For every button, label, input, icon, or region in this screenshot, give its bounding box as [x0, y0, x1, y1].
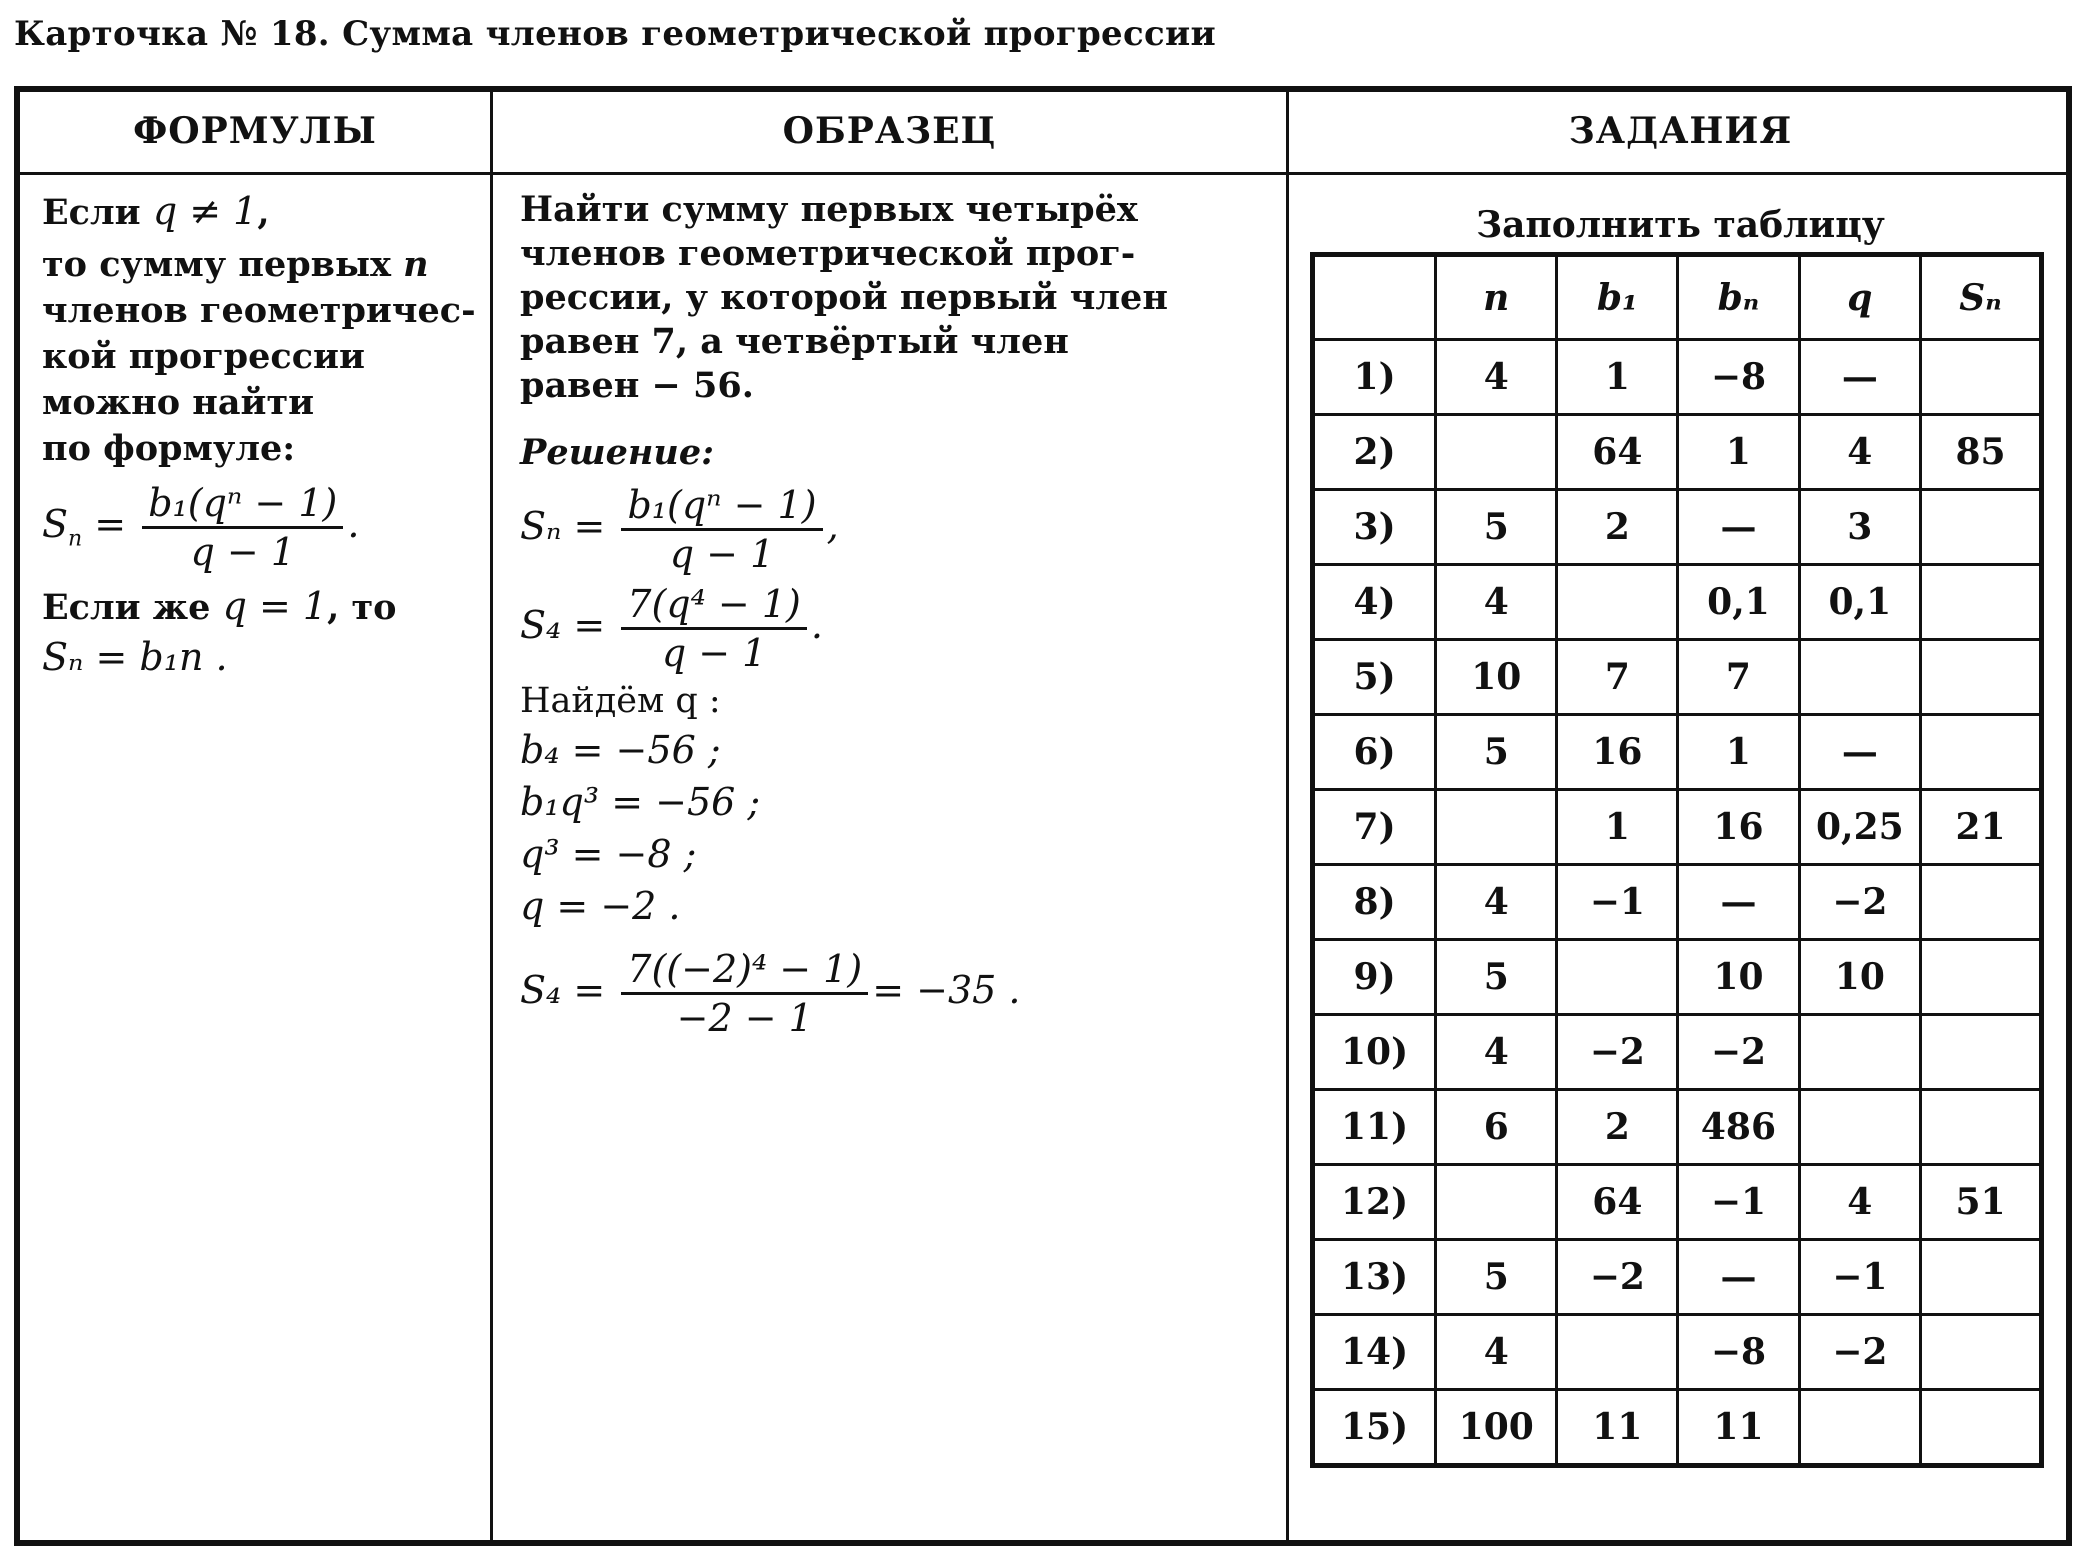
table-row — [1313, 415, 2042, 490]
cell-row-number: 7) — [1313, 790, 1436, 865]
formula-s-subscript: n — [68, 526, 83, 552]
cell-row-number: 8) — [1313, 865, 1436, 940]
cell-row-number: 15) — [1313, 1390, 1436, 1466]
cell-bn: 1 — [1678, 715, 1799, 790]
card-title: Карточка № 18. Сумма членов геометрической прогрессии — [14, 14, 1217, 54]
cell-n: 5 — [1436, 1240, 1557, 1315]
cell-row-number: 14) — [1313, 1315, 1436, 1390]
table-row — [1313, 1015, 2042, 1090]
cell-bn: — — [1678, 1240, 1799, 1315]
table-row — [1313, 565, 2042, 640]
cell-n: 10 — [1436, 640, 1557, 715]
cell-bn: 0,1 — [1678, 565, 1799, 640]
formulas-text-line-3: кой прогрессии — [42, 336, 365, 377]
sample-equation-3: q³ = −8 ; — [520, 832, 697, 876]
cell-bn: — — [1678, 865, 1799, 940]
cell-b1: 16 — [1557, 715, 1678, 790]
formulas-text-line-4: можно найти — [42, 382, 315, 423]
formulas-q1-math: q = 1 — [222, 584, 328, 628]
table-row — [1313, 340, 2042, 415]
sample-equations — [520, 724, 1260, 932]
sample-s1-end: , — [826, 504, 839, 548]
cell-q: −2 — [1799, 1315, 1920, 1390]
sample-s3-lhs: S₄ = — [520, 968, 606, 1012]
cell-row-number: 1) — [1313, 340, 1436, 415]
sample-s1-numerator: b₁(qⁿ − 1) — [621, 482, 822, 531]
cell-bn: 10 — [1678, 940, 1799, 1015]
formulas-if-also-label: Если же — [42, 587, 211, 628]
cell-b1 — [1557, 940, 1678, 1015]
cell-n: 5 — [1436, 490, 1557, 565]
cell-row-number: 5) — [1313, 640, 1436, 715]
cell-q — [1799, 1390, 1920, 1466]
sample-equation-4: q = −2 . — [520, 884, 681, 928]
sample-problem-line-3: рессии, у которой первый член — [520, 277, 1168, 318]
table-row — [1313, 490, 2042, 565]
cell-sn — [1921, 940, 2042, 1015]
formulas-condition-math: q ≠ 1 — [152, 189, 258, 233]
table-row — [1313, 640, 2042, 715]
sample-final-formula — [520, 946, 1260, 1041]
sample-s2-denominator: q − 1 — [661, 631, 767, 675]
column-divider-2 — [1286, 92, 1289, 1540]
table-row — [1313, 1165, 2042, 1240]
cell-row-number: 6) — [1313, 715, 1436, 790]
column-header-b1: b₁ — [1557, 255, 1678, 340]
cell-b1: 2 — [1557, 1090, 1678, 1165]
column-divider-1 — [490, 92, 493, 1540]
cell-b1: −2 — [1557, 1015, 1678, 1090]
cell-sn: 21 — [1921, 790, 2042, 865]
sample-problem-line-4: равен 7, а четвёртый член — [520, 321, 1069, 362]
cell-sn — [1921, 715, 2042, 790]
cell-n: 6 — [1436, 1090, 1557, 1165]
cell-sn — [1921, 1015, 2042, 1090]
sample-equation-1: b₄ = −56 ; — [520, 728, 721, 772]
cell-b1: 1 — [1557, 340, 1678, 415]
cell-row-number: 2) — [1313, 415, 1436, 490]
formula-fraction — [142, 480, 343, 575]
formulas-comma: , — [257, 192, 270, 233]
header-sample: ОБРАЗЕЦ — [782, 110, 997, 152]
sample-s2-numerator: 7(q⁴ − 1) — [621, 581, 807, 630]
cell-row-number: 12) — [1313, 1165, 1436, 1240]
cell-sn — [1921, 490, 2042, 565]
cell-b1: 64 — [1557, 415, 1678, 490]
column-header-bn: bₙ — [1678, 255, 1799, 340]
cell-bn: 486 — [1678, 1090, 1799, 1165]
cell-sn: 85 — [1921, 415, 2042, 490]
sample-find-q: Найдём q : — [520, 681, 721, 721]
cell-q: −2 — [1799, 865, 1920, 940]
tasks-subtitle: Заполнить таблицу — [1476, 204, 1885, 246]
cell-n: 4 — [1436, 1015, 1557, 1090]
cell-sn: 51 — [1921, 1165, 2042, 1240]
table-row — [1313, 1090, 2042, 1165]
cell-row-number: 11) — [1313, 1090, 1436, 1165]
cell-q: 0,25 — [1799, 790, 1920, 865]
cell-q: 4 — [1799, 415, 1920, 490]
header-tasks: ЗАДАНИЯ — [1568, 110, 1793, 152]
cell-row-number: 9) — [1313, 940, 1436, 1015]
cell-n: 4 — [1436, 565, 1557, 640]
cell-bn: −8 — [1678, 340, 1799, 415]
cell-bn: −2 — [1678, 1015, 1799, 1090]
cell-sn — [1921, 1315, 2042, 1390]
formulas-text-line-1: то сумму первых — [42, 244, 391, 285]
cell-sn — [1921, 1090, 2042, 1165]
sample-equation-2: b₁q³ = −56 ; — [520, 780, 761, 824]
formula-denominator: q − 1 — [190, 530, 296, 574]
column-header-row-number — [1313, 255, 1436, 340]
cell-b1: 1 — [1557, 790, 1678, 865]
formulas-sum-formula-q1: Sₙ = b₁n . — [42, 635, 228, 679]
formula-s-symbol: S — [42, 502, 69, 546]
card-frame — [14, 86, 2072, 1546]
cell-b1: 2 — [1557, 490, 1678, 565]
cell-bn: −1 — [1678, 1165, 1799, 1240]
table-row — [1313, 1390, 2042, 1466]
header-formulas: ФОРМУЛЫ — [133, 110, 377, 152]
cell-b1: −1 — [1557, 865, 1678, 940]
cell-b1 — [1557, 565, 1678, 640]
cell-q — [1799, 640, 1920, 715]
tasks-table — [1310, 252, 2044, 1468]
sample-s2-fraction — [621, 581, 807, 676]
table-row — [1313, 715, 2042, 790]
cell-n: 4 — [1436, 1315, 1557, 1390]
table-row — [1313, 940, 2042, 1015]
column-header-q: q — [1799, 255, 1920, 340]
formula-period: . — [347, 502, 360, 546]
cell-bn: 7 — [1678, 640, 1799, 715]
formulas-then-label: , то — [327, 587, 397, 628]
cell-sn — [1921, 340, 2042, 415]
cell-b1: 7 — [1557, 640, 1678, 715]
cell-row-number: 4) — [1313, 565, 1436, 640]
cell-q: — — [1799, 715, 1920, 790]
formulas-section — [42, 188, 482, 681]
sample-s1-denominator: q − 1 — [669, 532, 775, 576]
cell-bn: 11 — [1678, 1390, 1799, 1466]
cell-q: −1 — [1799, 1240, 1920, 1315]
cell-sn — [1921, 865, 2042, 940]
cell-bn: 16 — [1678, 790, 1799, 865]
sample-problem — [520, 188, 1260, 408]
cell-bn: −8 — [1678, 1315, 1799, 1390]
cell-row-number: 13) — [1313, 1240, 1436, 1315]
cell-n: 100 — [1436, 1390, 1557, 1466]
cell-b1 — [1557, 1315, 1678, 1390]
tasks-table-header — [1313, 255, 2042, 340]
sample-general-formula — [520, 482, 1260, 577]
cell-row-number: 3) — [1313, 490, 1436, 565]
sample-problem-line-2: членов геометрической прог- — [520, 233, 1136, 274]
formulas-text-line-2: членов геометричес- — [42, 290, 476, 331]
cell-q — [1799, 1090, 1920, 1165]
cell-n — [1436, 415, 1557, 490]
sample-s3-numerator: 7((−2)⁴ − 1) — [621, 946, 868, 995]
formulas-text-line-5: по формуле: — [42, 428, 296, 469]
sample-s3-result: = −35 . — [872, 968, 1021, 1012]
formulas-condition-line — [42, 188, 482, 236]
formulas-if-label: Если — [42, 192, 141, 233]
column-header-n: n — [1436, 255, 1557, 340]
cell-n — [1436, 790, 1557, 865]
sample-s1-lhs: Sₙ = — [520, 504, 606, 548]
cell-row-number: 10) — [1313, 1015, 1436, 1090]
formulas-sum-formula: $S_n$ = $\frac{\text{b₁(qⁿ − 1)}}{q - 1}$ . — [42, 481, 360, 574]
cell-sn — [1921, 1240, 2042, 1315]
cell-b1: 64 — [1557, 1165, 1678, 1240]
column-header-sn: Sₙ — [1921, 255, 2042, 340]
table-row — [1313, 1240, 2042, 1315]
cell-b1: −2 — [1557, 1240, 1678, 1315]
cell-sn — [1921, 565, 2042, 640]
cell-n: 4 — [1436, 865, 1557, 940]
sample-s3-denominator: −2 − 1 — [676, 996, 813, 1040]
table-row — [1313, 865, 2042, 940]
cell-n — [1436, 1165, 1557, 1240]
cell-bn: — — [1678, 490, 1799, 565]
header-divider — [20, 172, 2066, 175]
cell-bn: 1 — [1678, 415, 1799, 490]
cell-q — [1799, 1015, 1920, 1090]
formulas-n-math: n — [403, 244, 429, 285]
table-row — [1313, 1315, 2042, 1390]
cell-q: 10 — [1799, 940, 1920, 1015]
formula-numerator: b₁(qⁿ − 1) — [142, 480, 343, 529]
sample-s3-fraction — [621, 946, 868, 1041]
sample-s2-lhs: S₄ = — [520, 603, 606, 647]
table-row — [1313, 790, 2042, 865]
cell-q: 4 — [1799, 1165, 1920, 1240]
sample-problem-line-1: Найти сумму первых четырёх — [520, 189, 1138, 230]
cell-b1: 11 — [1557, 1390, 1678, 1466]
cell-sn — [1921, 640, 2042, 715]
sample-s2-end: . — [810, 603, 823, 647]
sample-s1-fraction — [621, 482, 822, 577]
formulas-paragraph — [42, 242, 482, 472]
sample-s4-formula — [520, 581, 1260, 676]
sample-solution-label: Решение: — [520, 432, 715, 473]
sample-problem-line-5: равен − 56. — [520, 365, 754, 406]
sample-section — [520, 188, 1260, 1041]
cell-q: 0,1 — [1799, 565, 1920, 640]
cell-sn — [1921, 1390, 2042, 1466]
cell-n: 5 — [1436, 715, 1557, 790]
cell-q: — — [1799, 340, 1920, 415]
cell-q: 3 — [1799, 490, 1920, 565]
cell-n: 5 — [1436, 940, 1557, 1015]
cell-n: 4 — [1436, 340, 1557, 415]
formulas-q-equals-1-line — [42, 583, 482, 631]
